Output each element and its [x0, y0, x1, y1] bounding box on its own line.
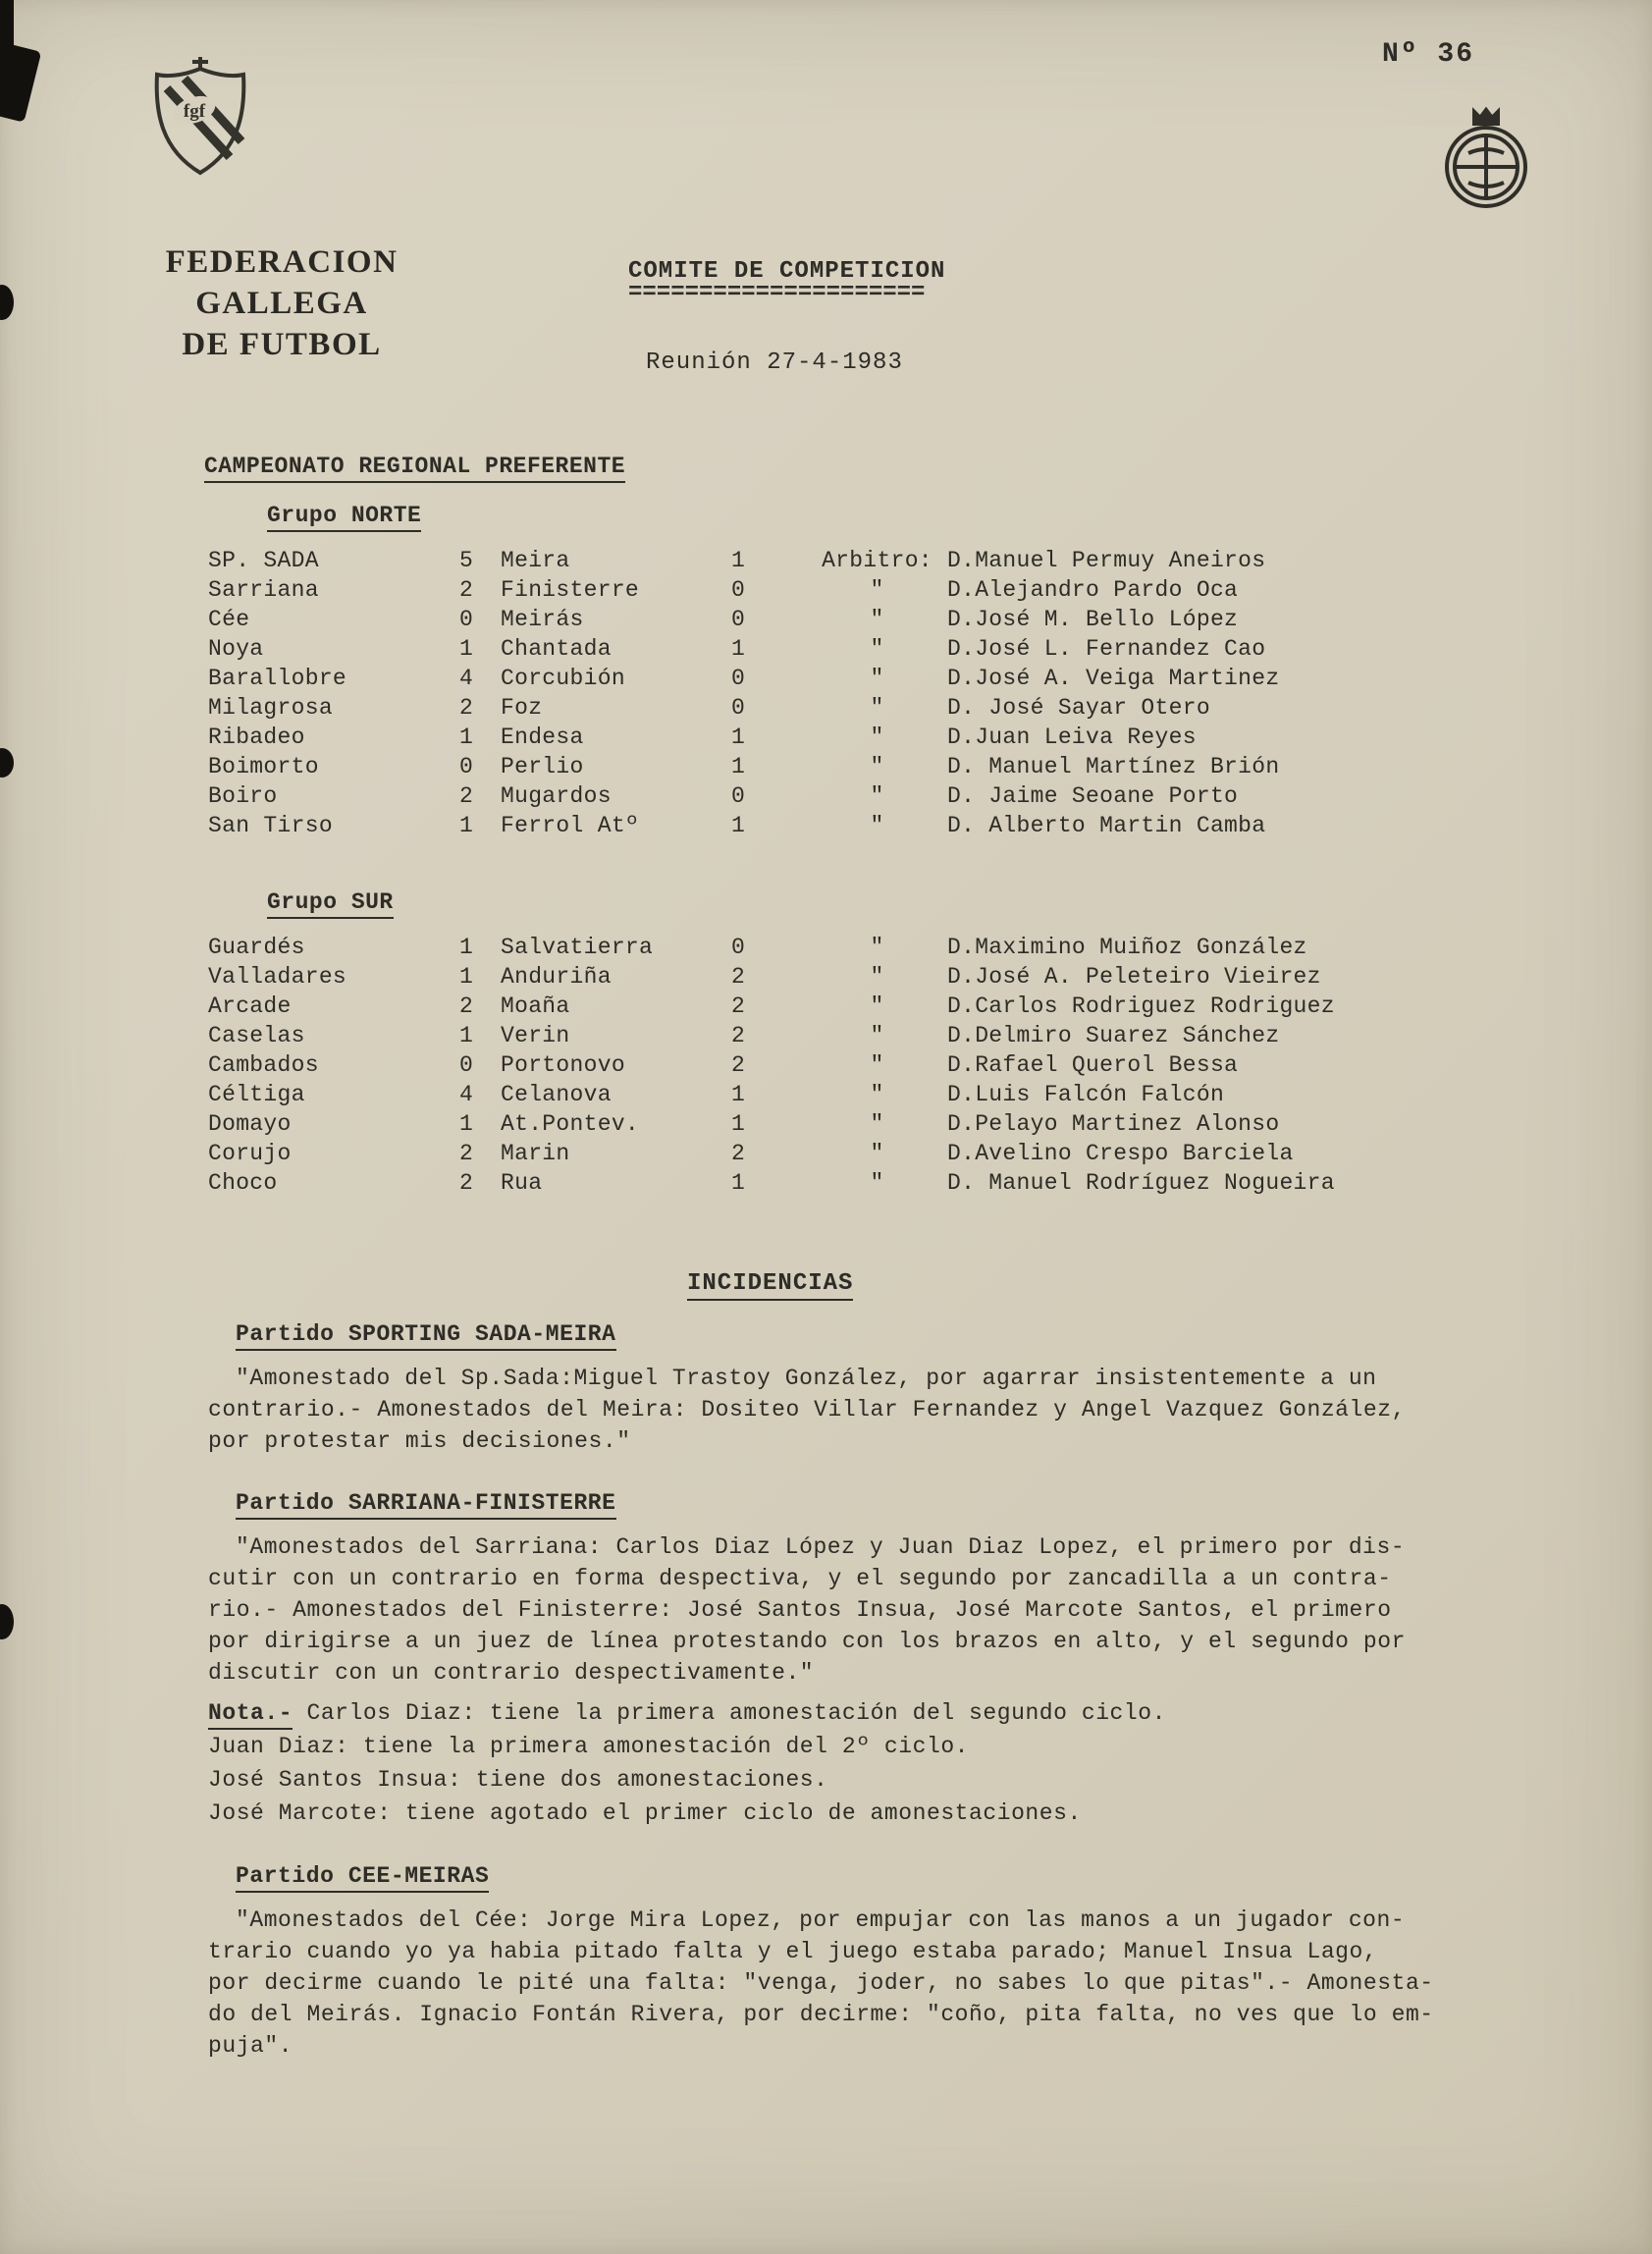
away-score: 1: [731, 1170, 746, 1196]
away-team: Salvatierra: [501, 935, 654, 960]
away-team: Ferrol Atº: [501, 813, 640, 838]
away-team: Finisterre: [501, 577, 640, 603]
away-score: 1: [731, 754, 746, 779]
referee-name: D.Rafael Querol Bessa: [947, 1052, 1239, 1078]
match-row: [208, 575, 1549, 605]
home-team: Choco: [208, 1170, 278, 1196]
organization-line-1: FEDERACION GALLEGA: [165, 244, 399, 321]
paragraph-line: "Amonestados del Cée: Jorge Mira Lopez, por empujar con las manos a un jugador con-: [236, 1907, 1406, 1933]
nota-line: José Marcote: tiene agotado el primer ciclo de amonestaciones.: [208, 1800, 1082, 1826]
home-score: 1: [459, 813, 474, 838]
away-score: 0: [731, 577, 746, 603]
referee-label: Arbitro:: [822, 548, 933, 573]
away-score: 1: [731, 1082, 746, 1107]
away-team: Marin: [501, 1141, 570, 1166]
incident-section: [208, 1321, 1555, 1457]
away-team: Celanova: [501, 1082, 612, 1107]
referee-label: ": [870, 754, 884, 779]
federation-crest-logo: [1435, 102, 1537, 212]
referee-label: ": [870, 1052, 884, 1078]
paragraph-line: por decirme cuando le pité una falta: "venga, joder, no sabes lo que pitas".- Amonesta-: [208, 1970, 1434, 1996]
home-team: Céltiga: [208, 1082, 305, 1107]
referee-name: D. José Sayar Otero: [947, 695, 1210, 721]
away-score: 1: [731, 724, 746, 750]
home-score: 2: [459, 577, 474, 603]
match-row: [208, 933, 1549, 962]
home-team: Boimorto: [208, 754, 319, 779]
referee-label: ": [870, 577, 884, 603]
home-score: 5: [459, 548, 474, 573]
away-team: Portonovo: [501, 1052, 625, 1078]
home-score: 1: [459, 636, 474, 662]
away-team: Meira: [501, 548, 570, 573]
away-score: 2: [731, 1052, 746, 1078]
committee-title: COMITE DE COMPETICION: [628, 258, 946, 285]
referee-name: D. Manuel Rodríguez Nogueira: [947, 1170, 1335, 1196]
referee-name: D.Juan Leiva Reyes: [947, 724, 1197, 750]
paragraph-line: rio.- Amonestados del Finisterre: José Santos Insua, José Marcote Santos, el primero: [208, 1597, 1392, 1623]
referee-name: D. Alberto Martin Camba: [947, 813, 1266, 838]
match-row: [208, 1021, 1549, 1050]
match-row: [208, 992, 1549, 1021]
organization-name: [80, 242, 483, 365]
home-team: Arcade: [208, 993, 292, 1019]
match-row: [208, 723, 1549, 752]
home-score: 0: [459, 1052, 474, 1078]
home-score: 2: [459, 1141, 474, 1166]
referee-label: ": [870, 813, 884, 838]
match-row: [208, 605, 1549, 634]
home-team: San Tirso: [208, 813, 333, 838]
paragraph-line: contrario.- Amonestados del Meira: Dositeo Villar Fernandez y Angel Vazquez González,: [208, 1397, 1406, 1422]
incidents-sections: [208, 1321, 1555, 2095]
home-team: Corujo: [208, 1141, 292, 1166]
home-score: 1: [459, 964, 474, 990]
incident-heading-text: Partido CEE-MEIRAS: [236, 1863, 489, 1893]
referee-label: ": [870, 1082, 884, 1107]
referee-label: ": [870, 666, 884, 691]
referee-name: D. Manuel Martínez Brión: [947, 754, 1280, 779]
home-team: Noya: [208, 636, 264, 662]
home-team: Ribadeo: [208, 724, 305, 750]
referee-label: ": [870, 935, 884, 960]
away-team: Rua: [501, 1170, 543, 1196]
committee-underline: =====================: [628, 280, 926, 306]
match-row: [208, 811, 1549, 840]
referee-label: ": [870, 1023, 884, 1048]
referee-name: D.José A. Veiga Martinez: [947, 666, 1280, 691]
incident-section: [208, 1863, 1555, 2062]
referee-label: ": [870, 724, 884, 750]
binding-mark: [0, 285, 14, 320]
binding-mark: [0, 1604, 14, 1639]
home-team: Cée: [208, 607, 250, 632]
away-team: Chantada: [501, 636, 612, 662]
group-sur-table: [208, 933, 1549, 1198]
home-team: Guardés: [208, 935, 305, 960]
referee-name: D.José L. Fernandez Cao: [947, 636, 1266, 662]
page-number: Nº 36: [1382, 39, 1475, 70]
home-team: Domayo: [208, 1111, 292, 1137]
paragraph-line: por dirigirse a un juez de línea protestando con los brazos en alto, y el segundo por: [208, 1629, 1406, 1654]
group-sur-label: Grupo SUR: [267, 889, 394, 915]
nota-label: Nota.-: [208, 1700, 293, 1730]
referee-name: D.Delmiro Suarez Sánchez: [947, 1023, 1280, 1048]
match-row: [208, 1050, 1549, 1080]
away-team: Meirás: [501, 607, 584, 632]
incident-heading: [236, 1490, 1555, 1516]
home-team: Cambados: [208, 1052, 319, 1078]
referee-name: D. Jaime Seoane Porto: [947, 783, 1239, 809]
binding-corner-mark: [0, 40, 41, 122]
away-score: 0: [731, 666, 746, 691]
referee-label: ": [870, 695, 884, 721]
match-row: [208, 693, 1549, 723]
paragraph-line: "Amonestados del Sarriana: Carlos Diaz López y Juan Diaz Lopez, el primero por dis-: [236, 1534, 1406, 1560]
home-team: Valladares: [208, 964, 347, 990]
away-score: 1: [731, 1111, 746, 1137]
away-team: Perlio: [501, 754, 584, 779]
paragraph-line: puja".: [208, 2033, 293, 2059]
group-north-label: Grupo NORTE: [267, 503, 421, 528]
paragraph-line: cutir con un contrario en forma despectiva, y el segundo por zancadilla a un contra-: [208, 1566, 1392, 1591]
referee-name: D.Manuel Permuy Aneiros: [947, 548, 1266, 573]
referee-name: D.Luis Falcón Falcón: [947, 1082, 1225, 1107]
nota-line: José Santos Insua: tiene dos amonestaciones.: [208, 1767, 828, 1793]
referee-name: D.Maximino Muiñoz González: [947, 935, 1307, 960]
away-team: Moaña: [501, 993, 570, 1019]
away-score: 2: [731, 1141, 746, 1166]
svg-text:fgf: fgf: [183, 101, 206, 122]
away-team: Endesa: [501, 724, 584, 750]
home-score: 1: [459, 1023, 474, 1048]
referee-label: ": [870, 1141, 884, 1166]
paragraph-line: por protestar mis decisiones.": [208, 1428, 631, 1454]
away-team: Foz: [501, 695, 543, 721]
binding-mark: [0, 748, 14, 778]
referee-name: D.José M. Bello López: [947, 607, 1239, 632]
match-row: [208, 1109, 1549, 1139]
referee-name: D.Pelayo Martinez Alonso: [947, 1111, 1280, 1137]
referee-name: D.Alejandro Pardo Oca: [947, 577, 1239, 603]
home-score: 0: [459, 754, 474, 779]
match-row: [208, 1139, 1549, 1168]
away-score: 2: [731, 993, 746, 1019]
paragraph-line: discutir con un contrario despectivamente.": [208, 1660, 815, 1686]
incident-heading: [236, 1321, 1555, 1347]
match-row: [208, 1168, 1549, 1198]
away-score: 0: [731, 783, 746, 809]
meeting-date: Reunión 27-4-1983: [646, 349, 903, 376]
referee-label: ": [870, 607, 884, 632]
championship-title: CAMPEONATO REGIONAL PREFERENTE: [204, 454, 625, 479]
home-team: Caselas: [208, 1023, 305, 1048]
paragraph-line: trario cuando yo ya habia pitado falta y el juego estaba parado; Manuel Insua Lago,: [208, 1939, 1378, 1964]
referee-name: D.Avelino Crespo Barciela: [947, 1141, 1294, 1166]
home-score: 2: [459, 1170, 474, 1196]
home-score: 2: [459, 783, 474, 809]
referee-label: ": [870, 1111, 884, 1137]
incident-section: [208, 1490, 1555, 1830]
organization-line-2: DE FUTBOL: [182, 327, 382, 362]
referee-label: ": [870, 1170, 884, 1196]
referee-label: ": [870, 783, 884, 809]
away-team: At.Pontev.: [501, 1111, 640, 1137]
away-score: 2: [731, 964, 746, 990]
group-north-table: [208, 546, 1549, 840]
home-team: SP. SADA: [208, 548, 319, 573]
away-team: Mugardos: [501, 783, 612, 809]
away-team: Anduriña: [501, 964, 612, 990]
referee-name: D.Carlos Rodriguez Rodriguez: [947, 993, 1335, 1019]
match-row: [208, 664, 1549, 693]
home-team: Barallobre: [208, 666, 347, 691]
home-team: Sarriana: [208, 577, 319, 603]
home-score: 4: [459, 1082, 474, 1107]
away-score: 0: [731, 935, 746, 960]
home-score: 0: [459, 607, 474, 632]
away-score: 1: [731, 813, 746, 838]
home-score: 2: [459, 695, 474, 721]
away-score: 1: [731, 548, 746, 573]
away-score: 1: [731, 636, 746, 662]
match-row: [208, 1080, 1549, 1109]
match-row: [208, 752, 1549, 781]
match-row: [208, 634, 1549, 664]
nota-line: Nota.- Carlos Diaz: tiene la primera amonestación del segundo ciclo.: [208, 1696, 1555, 1730]
referee-name: D.José A. Peleteiro Vieirez: [947, 964, 1321, 990]
away-score: 2: [731, 1023, 746, 1048]
fgf-shield-logo: [145, 55, 255, 181]
home-team: Milagrosa: [208, 695, 333, 721]
home-score: 4: [459, 666, 474, 691]
away-team: Corcubión: [501, 666, 625, 691]
match-row: [208, 546, 1549, 575]
home-score: 1: [459, 1111, 474, 1137]
home-score: 1: [459, 935, 474, 960]
referee-label: ": [870, 993, 884, 1019]
away-score: 0: [731, 695, 746, 721]
paragraph-line: "Amonestado del Sp.Sada:Miguel Trastoy González, por agarrar insistentemente a un: [236, 1366, 1377, 1391]
away-score: 0: [731, 607, 746, 632]
referee-label: ": [870, 964, 884, 990]
nota-line: Juan Diaz: tiene la primera amonestación del 2º ciclo.: [208, 1734, 970, 1759]
committee-heading: [628, 258, 946, 306]
home-team: Boiro: [208, 783, 278, 809]
incident-heading-text: Partido SPORTING SADA-MEIRA: [236, 1321, 616, 1351]
home-score: 2: [459, 993, 474, 1019]
incident-heading: [236, 1863, 1555, 1889]
incident-heading-text: Partido SARRIANA-FINISTERRE: [236, 1490, 616, 1520]
paragraph-line: do del Meirás. Ignacio Fontán Rivera, por decirme: "coño, pita falta, no ves que lo em-: [208, 2002, 1434, 2027]
match-row: [208, 962, 1549, 992]
match-row: [208, 781, 1549, 811]
referee-label: ": [870, 636, 884, 662]
incidents-title: INCIDENCIAS: [687, 1270, 853, 1297]
home-score: 1: [459, 724, 474, 750]
away-team: Verin: [501, 1023, 570, 1048]
